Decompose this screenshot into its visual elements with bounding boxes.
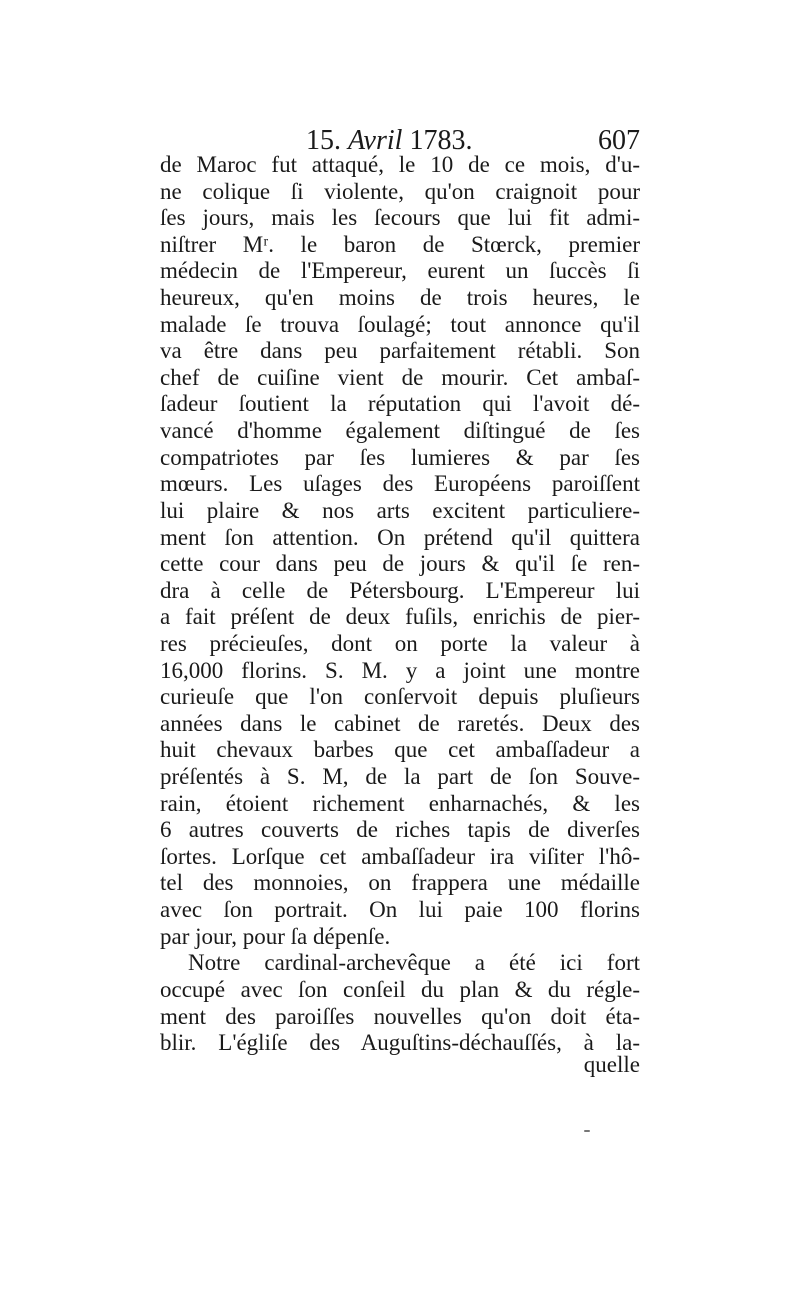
text-line: res précieuſes, dont on porte la valeur à	[160, 630, 640, 656]
text-line: huit chevaux barbes que cet ambaſſadeur a	[160, 737, 640, 763]
text-line: rain, étoient richement enharnachés, & les	[160, 790, 640, 816]
text-line: chef de cuiſine vient de mourir. Cet ambaſ-	[160, 364, 640, 390]
text-line: cette cour dans peu de jours & qu'il ſe ren-	[160, 551, 640, 577]
text-line: avec ſon portrait. On lui paie 100 florins	[160, 897, 640, 923]
catchword: quelle	[583, 1052, 640, 1077]
text-line: mœurs. Les uſages des Européens paroiſſent	[160, 471, 640, 497]
text-line: malade ſe trouva ſoulagé; tout annonce qu'il	[160, 311, 640, 337]
text-line: occupé avec ſon conſeil du plan & du régle-	[160, 976, 640, 1002]
text-line: 6 autres couverts de riches tapis de diverſes	[160, 817, 640, 843]
text-line: ſes jours, mais les ſecours que lui fit admi-	[160, 205, 640, 231]
paper-speck	[584, 1130, 590, 1132]
text-line: compatriotes par ſes lumieres & par ſes	[160, 444, 640, 470]
text-line: dra à celle de Pétersbourg. L'Empereur lui	[160, 577, 640, 603]
text-line: blir. L'égliſe des Auguſtins-déchauſſés, à la-	[160, 1030, 640, 1056]
paragraph-start-line: Notre cardinal-archevêque a été ici fort	[188, 950, 640, 976]
text-line: ſortes. Lorſque cet ambaſſadeur ira viſiter l'hô-	[160, 843, 640, 869]
text-line: ment des paroiſſes nouvelles qu'on doit éta-	[160, 1003, 640, 1029]
date-day: 15.	[306, 125, 341, 156]
text-line: a fait préſent de deux fuſils, enrichis de pier-	[160, 604, 640, 630]
date-year: 1783.	[409, 125, 473, 156]
text-line: vancé d'homme également diſtingué de ſes	[160, 418, 640, 444]
text-line: préſentés à S. M, de la part de ſon Souve-	[160, 764, 640, 790]
text-line: ment ſon attention. On prétend qu'il quittera	[160, 524, 640, 550]
text-line: curieuſe que l'on conſervoit depuis pluſieurs	[160, 684, 640, 710]
text-line: ſadeur ſoutient la réputation qui l'avoit dé-	[160, 391, 640, 417]
body-text	[160, 152, 640, 1057]
date-month: Avril	[348, 125, 403, 156]
page-number: 607	[598, 125, 640, 156]
text-line: médecin de l'Empereur, eurent un ſuccès ſi	[160, 258, 640, 284]
text-line: 16,000 florins. S. M. y a joint une montre	[160, 657, 640, 683]
text-line: de Maroc fut attaqué, le 10 de ce mois, d'u-	[160, 152, 640, 177]
text-line: années dans le cabinet de raretés. Deux des	[160, 710, 640, 736]
paragraph-end-line: par jour, pour ſa dépenſe.	[160, 923, 391, 949]
text-line: tel des monnoies, on frappera une médaille	[160, 870, 640, 896]
text-line: ne colique ſi violente, qu'on craignoit pour	[160, 178, 640, 204]
text-line: va être dans peu parfaitement rétabli. Son	[160, 338, 640, 364]
text-line: niſtrer Mʳ. le baron de Stœrck, premier	[160, 231, 640, 257]
text-line: lui plaire & nos arts excitent particuliere-	[160, 497, 640, 523]
text-line: heureux, qu'en moins de trois heures, le	[160, 285, 640, 311]
